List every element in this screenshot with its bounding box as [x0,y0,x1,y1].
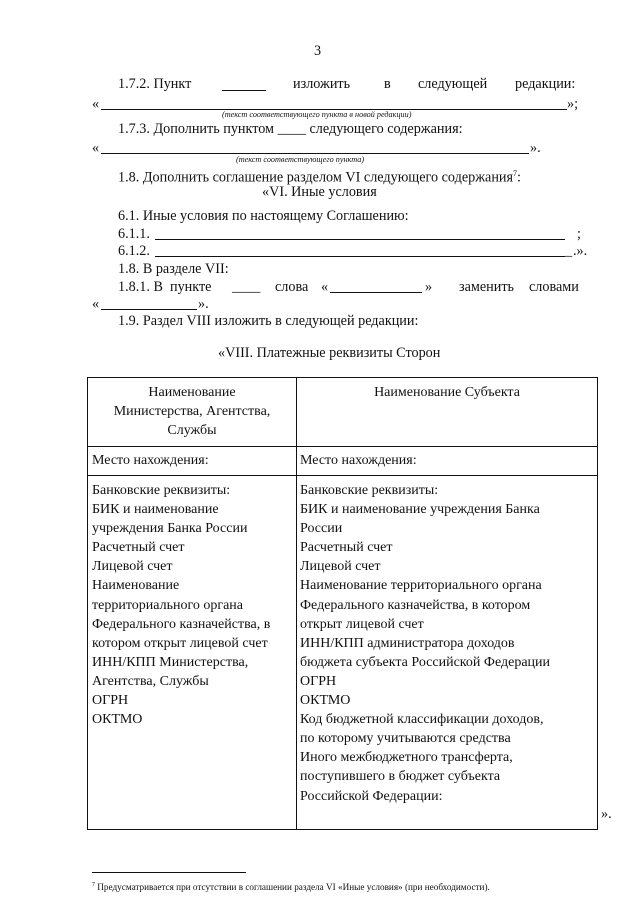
footnote-ref-7: 7 [513,169,518,178]
section-vi-title: «VI. Иные условия [262,184,377,200]
bank-right-line: ИНН/КПП администратора доходов [300,635,515,651]
p172-blank [222,90,266,91]
p612-line [155,256,565,257]
bank-right-line: открыт лицевой счет [300,616,424,632]
bank-right-line: Иного межбюджетного трансферта, [300,750,513,766]
bank-left-line: Наименование [92,578,180,594]
p172-number: 1.7.2. Пункт [118,76,192,92]
p18b-text: 1.8. В разделе VII: [118,261,229,277]
p181-word-punkte: пункте [170,279,212,295]
p172-word-v: в [384,76,391,92]
location-left: Место нахождения: [92,453,209,468]
p612-end: .». [573,243,588,259]
bank-left-line: территориального органа [92,597,244,613]
p611-end: ; [577,226,581,242]
footnote-mark: 7 [92,882,95,888]
p181-word-zamenit: заменить [459,279,515,295]
bank-left [92,481,296,729]
bank-right-line: Лицевой счет [300,559,381,575]
p172-caption: (текст соответствующего пункта в новой редакции) [222,110,412,119]
p173-text-line [101,153,529,154]
footnote [92,880,490,893]
bank-right-line: Наименование территориального органа [300,578,542,594]
p181-quote-close: » [425,279,433,295]
p18-colon: : [517,169,521,186]
header-subject: Наименование Субъекта [374,385,520,400]
p173-text: 1.7.3. Дополнить пунктом ____ следующего содержания: [118,121,463,137]
p181-slova-line [330,292,422,293]
table-top-border [87,377,598,378]
bank-left-line: Банковские реквизиты: [92,483,231,498]
p181-line2-quote-close: ». [198,296,209,312]
footnote-separator [92,872,246,873]
bank-left-line: Расчетный счет [92,540,185,556]
bank-right-line: Код бюджетной классификации доходов, [300,712,544,728]
bank-left-line: учреждения Банка России [92,521,248,537]
p173-close: ». [530,140,541,156]
p611-label: 6.1.1. [118,226,150,242]
p181-word-slova: слова [275,279,309,295]
bank-right-line: Российской Федерации: [300,788,443,804]
location-right: Место нахождения: [300,453,417,468]
bank-left-line: ОКТМО [92,712,143,728]
p172-word-izlozhit: изложить [293,76,351,92]
bank-left-line: Агентства, Службы [92,673,209,689]
p172-word-sleduyushchey: следующей [418,76,488,92]
section-viii-title: «VIII. Платежные реквизиты Сторон [218,345,441,361]
p172-word-redaktsii: редакции: [515,76,576,92]
bank-left-line: БИК и наименование [92,502,219,518]
p612-label: 6.1.2. [118,243,150,259]
p181-slovami-line [101,309,197,310]
p611-line [155,239,565,240]
header-ministry-line2: Министерства, Агентства, [113,404,271,420]
bank-left-line: Лицевой счет [92,559,173,575]
p18-main: 1.8. Дополнить соглашение разделом VI следующего содержания [118,169,514,186]
footnote-text: Предусматривается при отсутствии в соглашении раздела VI «Иные условия» (при необходимости). [95,882,490,893]
bank-right-line: ОГРН [300,673,337,689]
p181-blank: ____ [232,279,261,295]
bank-left-line: Федерального казначейства, в [92,616,271,632]
p612-underscore: _ [565,243,573,259]
table-row1-border [87,446,598,447]
bank-left-line: ОГРН [92,693,129,709]
bank-right-line: бюджета субъекта Российской Федерации [300,654,551,670]
table-mid-border [296,377,297,830]
bank-right-line: ОКТМО [300,693,351,709]
p181-part-a: 1.8.1. В [118,279,163,295]
bank-right-line: Расчетный счет [300,540,393,556]
bank-right-line: Федерального казначейства, в котором [300,597,531,613]
table-close-quote: ». [601,806,612,822]
bank-right-line: поступившего в бюджет субъекта [300,769,501,785]
p173-caption: (текст соответствующего пункта) [236,155,365,164]
p181-word-slovami: словами [529,279,579,295]
table-left-border [87,377,88,830]
p172-close: »; [567,96,579,112]
table-right-border [597,377,598,830]
page-number: 3 [314,43,322,59]
bank-right-line: Банковские реквизиты: [300,483,439,498]
p181-line2-quote-open: « [92,296,100,312]
bank-left-line: котором открыт лицевой счет [92,635,268,651]
header-ministry [88,383,296,440]
header-ministry-line1: Наименование [148,385,236,400]
p181-quote-open: « [321,279,329,295]
header-ministry-line3: Службы [167,423,217,439]
p19-text: 1.9. Раздел VIII изложить в следующей редакции: [118,313,419,329]
p173-open-quote: « [92,140,100,156]
p172-open-quote: « [92,96,100,112]
bank-right [300,481,596,806]
bank-right-line: по которому учитываются средства [300,731,511,747]
bank-right-line: России [300,521,343,537]
bank-right-line: БИК и наименование учреждения Банка [300,502,540,518]
table-bottom-border [87,829,598,830]
table-row2-border [87,475,598,476]
bank-left-line: ИНН/КПП Министерства, [92,654,249,670]
p61-text: 6.1. Иные условия по настоящему Соглашению: [118,208,409,224]
